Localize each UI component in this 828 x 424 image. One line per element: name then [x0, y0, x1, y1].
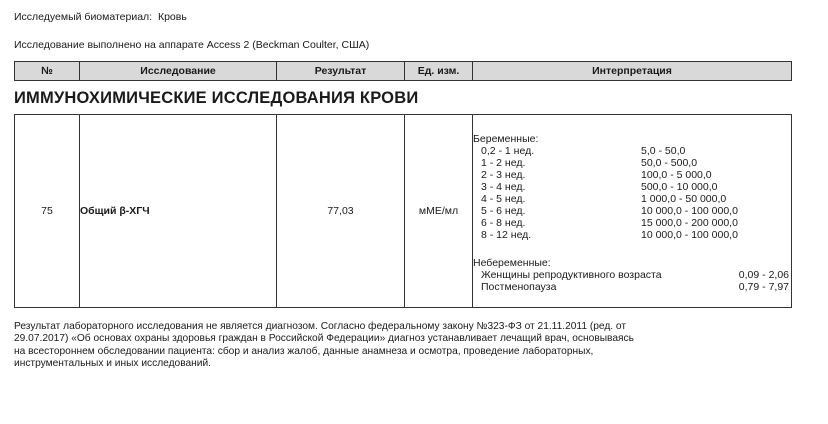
reference-row [473, 281, 791, 293]
disclaimer-line: 29.07.2017) «Об основах охраны здоровья граждан в Российской Федерации» диагноз устанавливает лечащий врач, основываясь [14, 333, 634, 345]
column-header-number: № [15, 62, 80, 81]
reference-range: 50,0 - 500,0 [641, 156, 698, 169]
results-table-header [14, 61, 792, 81]
table-row [15, 115, 792, 308]
reference-range: 5,0 - 50,0 [641, 144, 686, 157]
reference-row [473, 193, 791, 205]
biomaterial-line [14, 11, 187, 23]
reference-group: Постменопауза [481, 280, 557, 293]
reference-period: 3 - 4 нед. [481, 180, 526, 193]
reference-range: 10 000,0 - 100 000,0 [641, 228, 738, 241]
column-header-unit: Ед. изм. [405, 62, 473, 81]
disclaimer-line: инструментальных и иных исследований. [14, 358, 212, 370]
biomaterial-label: Исследуемый биоматериал: [14, 11, 153, 23]
reference-period: 2 - 3 нед. [481, 168, 526, 181]
reference-range: 0,09 - 2,06 [738, 268, 789, 281]
disclaimer-line: на всестороннем обследовании пациента: сбор и анализ жалоб, данные анамнеза и осмотра, проведение лабораторных, [14, 345, 594, 357]
reference-row [473, 169, 791, 181]
section-title: ИММУНОХИМИЧЕСКИЕ ИССЛЕДОВАНИЯ КРОВИ [14, 89, 419, 107]
reference-row [473, 269, 791, 281]
reference-period: 0,2 - 1 нед. [481, 144, 535, 157]
reference-row [473, 217, 791, 229]
column-header-result: Результат [277, 62, 405, 81]
reference-range: 100,0 - 5 000,0 [641, 168, 712, 181]
biomaterial-value: Кровь [157, 11, 187, 23]
nonpregnant-title: Небеременные: [473, 256, 551, 269]
reference-row [473, 229, 791, 241]
disclaimer-text [14, 321, 794, 371]
reference-range: 10 000,0 - 100 000,0 [641, 204, 738, 217]
column-header-test: Исследование [80, 62, 277, 81]
reference-period: 8 - 12 нед. [481, 228, 532, 241]
reference-period: 5 - 6 нед. [481, 204, 526, 217]
test-name: Общий β-ХГЧ [80, 115, 277, 308]
reference-row [473, 157, 791, 169]
reference-range: 1 000,0 - 50 000,0 [641, 192, 727, 205]
disclaimer-line: Результат лабораторного исследования не является диагнозом. Согласно федеральному закону №323-ФЗ от 21.11.2011 (ред. от [14, 321, 627, 332]
reference-row [473, 181, 791, 193]
result-value: 77,03 [277, 115, 405, 308]
reference-period: 1 - 2 нед. [481, 156, 526, 169]
interpretation-cell [473, 115, 792, 308]
results-table [14, 114, 792, 308]
reference-range: 0,79 - 7,97 [738, 280, 789, 293]
reference-range: 500,0 - 10 000,0 [641, 180, 718, 193]
reference-range: 15 000,0 - 200 000,0 [641, 216, 738, 229]
reference-row [473, 205, 791, 217]
pregnant-title: Беременные: [473, 132, 539, 145]
column-header-interpretation: Интерпретация [473, 62, 792, 81]
reference-row [473, 145, 791, 157]
device-line: Исследование выполнено на аппарате Access 2 (Beckman Coulter, США) [14, 39, 370, 51]
row-number: 75 [15, 115, 80, 308]
reference-period: 6 - 8 нед. [481, 216, 526, 229]
reference-period: 4 - 5 нед. [481, 192, 526, 205]
unit-value: мМЕ/мл [405, 115, 473, 308]
reference-group: Женщины репродуктивного возраста [481, 268, 662, 281]
